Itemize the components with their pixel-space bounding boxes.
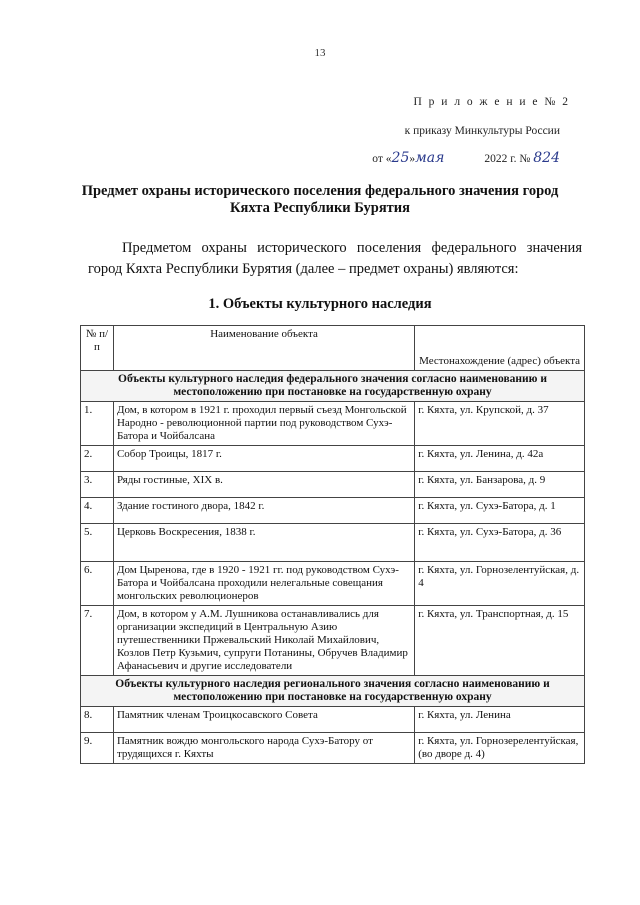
- header-num: № п/п: [81, 326, 114, 371]
- row-num: 4.: [81, 498, 114, 524]
- row-address: г. Кяхта, ул. Горнозелентуйская, д. 4: [415, 562, 585, 606]
- row-name: Дом, в котором у А.М. Лушникова останавливались для организации экспедиций в Центральную Азию путешественники Пржевальский Николай Михайлович, Козлов Петр Кузьмич, супруги Потанины, Обручев Владимир Афанасьевич и другие исследователи: [113, 606, 414, 676]
- order-reference: к приказу Минкультуры России: [404, 125, 560, 137]
- row-num: 3.: [81, 472, 114, 498]
- group-title-federal: Объекты культурного наследия федерального значения согласно наименованию и местоположению при постановке на государственную охрану: [81, 371, 585, 402]
- handwritten-month: мая: [415, 150, 445, 166]
- row-num: 1.: [81, 402, 114, 446]
- row-name: Ряды гостиные, XIX в.: [113, 472, 414, 498]
- row-num: 6.: [81, 562, 114, 606]
- row-name: Дом Цыренова, где в 1920 - 1921 гг. под руководством Сухэ-Батора и Чойбалсана проходили нелегальные совещания монгольских революционеров: [113, 562, 414, 606]
- heritage-objects-table: [80, 325, 585, 764]
- row-address: г. Кяхта, ул. Ленина, д. 42а: [415, 446, 585, 472]
- table-header-row: [81, 326, 585, 371]
- row-address: г. Кяхта, ул. Крупской, д. 37: [415, 402, 585, 446]
- row-num: 5.: [81, 524, 114, 562]
- intro-paragraph: Предметом охраны исторического поселения федерального значения город Кяхта Республики Бурятия (далее – предмет охраны) являются:: [88, 240, 582, 277]
- table-row: [81, 446, 585, 472]
- row-num: 9.: [81, 733, 114, 764]
- table-row: [81, 562, 585, 606]
- table-row: [81, 472, 585, 498]
- section-title: 1. Объекты культурного наследия: [208, 296, 432, 312]
- row-name: Дом, в котором в 1921 г. проходил первый съезд Монгольской Народно - революционной партии под руководством Сухэ-Батора и Чойбалсана: [113, 402, 414, 446]
- table-row: [81, 606, 585, 676]
- row-name: Собор Троицы, 1817 г.: [113, 446, 414, 472]
- document-title: Предмет охраны исторического поселения федерального значения город Кяхта Республики Бурятия: [81, 183, 559, 216]
- table-row: [81, 707, 585, 733]
- row-address: г. Кяхта, ул. Банзарова, д. 9: [415, 472, 585, 498]
- handwritten-order-number: 824: [533, 150, 560, 166]
- group-row-regional: [81, 676, 585, 707]
- table-row: [81, 402, 585, 446]
- handwritten-day: 25: [391, 150, 410, 166]
- date-mid: »: [409, 153, 416, 165]
- row-address: г. Кяхта, ул. Горнозерелентуйская, (во дворе д. 4): [415, 733, 585, 764]
- date-prefix: от «: [372, 153, 392, 165]
- row-name: Здание гостиного двора, 1842 г.: [113, 498, 414, 524]
- date-year: 2022 г. №: [484, 153, 531, 165]
- table-row: [81, 524, 585, 562]
- row-num: 7.: [81, 606, 114, 676]
- page-number: 13: [314, 47, 326, 59]
- row-address: г. Кяхта, ул. Сухэ-Батора, д. 1: [415, 498, 585, 524]
- header-address: Местонахождение (адрес) объекта: [415, 326, 585, 371]
- order-date-line: [372, 150, 560, 166]
- appendix-label: П р и л о ж е н и е № 2: [413, 96, 570, 108]
- row-address: г. Кяхта, ул. Сухэ-Батора, д. 36: [415, 524, 585, 562]
- row-num: 8.: [81, 707, 114, 733]
- row-name: Памятник вождю монгольского народа Сухэ-Батору от трудящихся г. Кяхты: [113, 733, 414, 764]
- row-address: г. Кяхта, ул. Транспортная, д. 15: [415, 606, 585, 676]
- row-address: г. Кяхта, ул. Ленина: [415, 707, 585, 733]
- group-title-regional: Объекты культурного наследия регионального значения согласно наименованию и местоположению при постановке на государственную охрану: [81, 676, 585, 707]
- group-row-federal: [81, 371, 585, 402]
- row-num: 2.: [81, 446, 114, 472]
- header-name: Наименование объекта: [113, 326, 414, 371]
- row-name: Церковь Воскресения, 1838 г.: [113, 524, 414, 562]
- table-row: [81, 733, 585, 764]
- table-row: [81, 498, 585, 524]
- row-name: Памятник членам Троицкосавского Совета: [113, 707, 414, 733]
